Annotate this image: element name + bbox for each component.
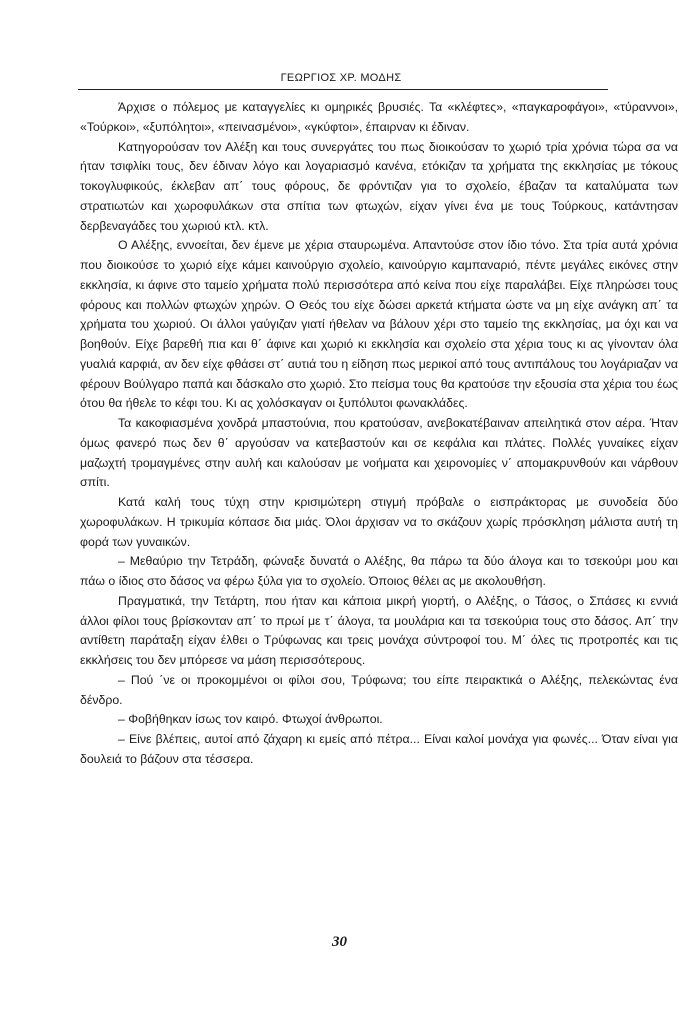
header-divider [78, 89, 608, 90]
dialogue-paragraph: – Μεθαύριο την Τετράδη, φώναξε δυνατά ο Αλέξης, θα πάρω τα δύο άλογα και το τσεκούρι μου και πάω ο ίδιος στο δάσος να φέρω ξύλα για το σχολείο. Όποιος θέλει ας με ακολουθήση. [80, 554, 678, 588]
dialogue-paragraph: – Είνε βλέπεις, αυτοί από ζάχαρη κι εμείς από πέτρα... Είναι καλοί μονάχα για φωνές... Όταν είναι για δουλειά το βάζουν στα τέσσερα. [80, 732, 678, 766]
paragraph: Κατηγορούσαν τον Αλέξη και τους συνεργάτες του πως διοικούσαν το χωριό τρία χρόνια τώρα σα να ήταν τσιφλίκι τους, δεν έδιναν λόγο και λογαριασμό κανένα, ετόκιζαν τα χρήματα της εκκλησίας με τόκους τοκογλυφικούς, έκλεβαν απ΄ τους φόρους, δε φρόντιζαν για το σχολείο, έβαζαν τα καταλύματα των στρατιωτών και χωροφυλάκων στα σπίτια των φτωχών, είχαν γίνει ένα με τους Τούρκους, κατάντησαν δερβεναγάδες του χωριού κτλ. κτλ. [80, 139, 678, 233]
page-number: 30 [332, 934, 347, 950]
paragraph: Κατά καλή τους τύχη στην κρισιμώτερη στιγμή πρόβαλε ο εισπράκτορας με συνοδεία δύο χωροφυλάκων. Η τρικυμία κόπασε δια μιάς. Όλοι άρχισαν να το σκάζουν χωρίς πρόσκληση μάλιστα αυτή τη φορά των γυναικών. [80, 495, 678, 549]
body-text [80, 98, 678, 770]
paragraph: Πραγματικά, την Τετάρτη, που ήταν και κάποια μικρή γιορτή, ο Αλέξης, ο Τάσος, ο Σπάσες κι εννιά άλλοι φίλοι τους βρίσκονταν απ΄ το πρωί με τ΄ άλογα, τα μουλάρια και τα τσεκούρια τους στο δάσος. Απ΄ την αντίθετη παράταξη είχαν έλθει ο Τρύφωνας και τρεις μονάχα σύντροφοί του. Μ΄ όλες τις προτροπές και τις εκκλήσεις του δεν μπόρεσε να μάση περισσότερους. [80, 593, 678, 667]
running-header: ΓΕΩΡΓΙΟΣ ΧΡ. ΜΟΔΗΣ [280, 72, 402, 84]
dialogue-paragraph: – Φοβήθηκαν ίσως τον καιρό. Φτωχοί άνθρωποι. [118, 712, 383, 727]
paragraph: Άρχισε ο πόλεμος με καταγγελίες κι ομηρικές βρυσιές. Τα «κλέφτες», «παγκαροφάγοι», «τύραννοι», «Τούρκοι», «ξυπόλητοι», «πεινασμένοι», «γκύφτοι», έπαιρναν κι έδιναν. [80, 100, 678, 134]
paragraph: Ο Αλέξης, εννοείται, δεν έμενε με χέρια σταυρωμένα. Απαντούσε στον ίδιο τόνο. Στα τρία αυτά χρόνια που διοικούσε το χωριό είχε κάμει καινούργιο σχολείο, καινούργιο καμπαναριό, πέντε μεγάλες εικόνες στην εκκλησία, κι άφινε στο ταμείο χρήματα πολύ περισσότερα από κείνα που είχε παραλάβει. Είχε πληρώσει τους φόρους και πολλών φτωχών χηρών. Ο Θεός του είχε δώσει αρκετά κτήματα ώστε να μη είχε ανάγκη απ΄ τα χρήματα του χωριού. Οι άλλοι γαύγιζαν γιατί ήθελαν να βάλουν χέρι στο ταμείο της εκκλησίας, μα όχι και να βοηθούν. Είχε βαρεθή πια και θ΄ άφινε και χωριό κι εκκλησία και σχολείο στα χέρια τους κι ας γίνονταν όλα γυαλιά καρφιά, αν δεν είχε φθάσει στ΄ αυτιά του η είδηση πως μερικοί από τους αντιπάλους του λογάριαζαν να φέρουν Βούλγαρο παπά και δάσκαλο στο χωριό. Στο πείσμα τους θα κρατούσε την εξουσία στα χέρια του έως ότου θα ήθελε το κέφι του. Κι ας χολόσκαγαν οι ξυπόλυτοι φωνακλάδες. [80, 238, 678, 411]
paragraph: Τα κακοφιασμένα χονδρά μπαστούνια, που κρατούσαν, ανεβοκατέβαιναν απειλητικά στον αέρα. Ήταν όμως φανερό πως δεν θ΄ αργούσαν να κατεβαστούν και σε κεφάλια και πλάτες. Πολλές γυναίκες είχαν μαζωχτή τρομαγμένες στην αυλή και καλούσαν με νοήματα και χειρονομίες ν΄ απομακρυνθούν και νάρθουν σπίτι. [80, 416, 678, 490]
dialogue-paragraph: – Πού ΄νε οι προκομμένοι οι φίλοι σου, Τρύφωνα; του είπε πειρακτικά ο Αλέξης, πελεκώντας ένα δένδρο. [80, 672, 678, 707]
